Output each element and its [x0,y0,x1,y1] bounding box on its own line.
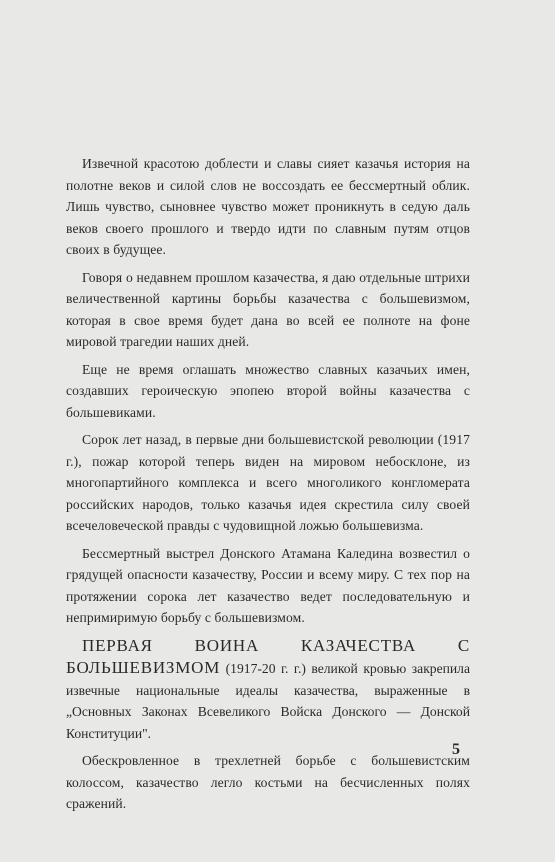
paragraph-4: Сорок лет назад, в первые дни большевистской революции (1917 г.), пожар которой теперь виден на мировом небосклоне, из многопартийного комплекса и всего многоликого конгломерата российских народов, только казачья идея скрестила силу своей всечеловеческой правды с чудовищной ложью большевизма. [66,432,470,533]
section-heading: ПЕРВАЯ ВОИНА КАЗАЧЕСТВА С БОЛЬШЕВИЗМОМ [66,635,470,677]
paragraph-5: Бессмертный выстрел Донского Атамана Каледина возвестил о грядущей опасности казачеству, России и всему миру. С тех пор на протяжении сорока лет казачество ведет последовательную и непримиримую борьбу с большевизмом. [66,545,470,625]
paragraph-1: Извечной красотою доблести и славы сияет казачья история на полотне веков и силой слов не воссоздать ее бессмертный облик. Лишь чувство, сыновнее чувство может проникнуть в седую даль веков своего прошлого и твердо идти по славным путям отцов своих в будущее. [66,156,470,257]
page-number: 5 [452,741,460,758]
section-heading-paragraph [66,635,470,745]
section-heading-text: (1917-20 г. г.) великой кровью закрепила извечные национальные идеалы казачества, выраженные в „Основных Законах Всевеликого Войска Донского — Донской Конституции". [66,661,470,741]
paragraph-3: Еще не время оглашать множество славных казачьих имен, создавших героическую эпопею второй войны казачества с большевиками. [66,361,470,420]
paragraph-6: Обескровленное в трехлетней борьбе с большевистским колоссом, казачество легло костьми на бесчисленных полях сражений. [66,753,470,811]
paragraph-2: Говоря о недавнем прошлом казачества, я даю отдельные штрихи величественной картины борьбы казачества с большевизмом, которая в свое время будет дана во всей ее полноте на фоне мировой трагедии наших дней. [66,269,470,349]
page-text [66,153,470,821]
